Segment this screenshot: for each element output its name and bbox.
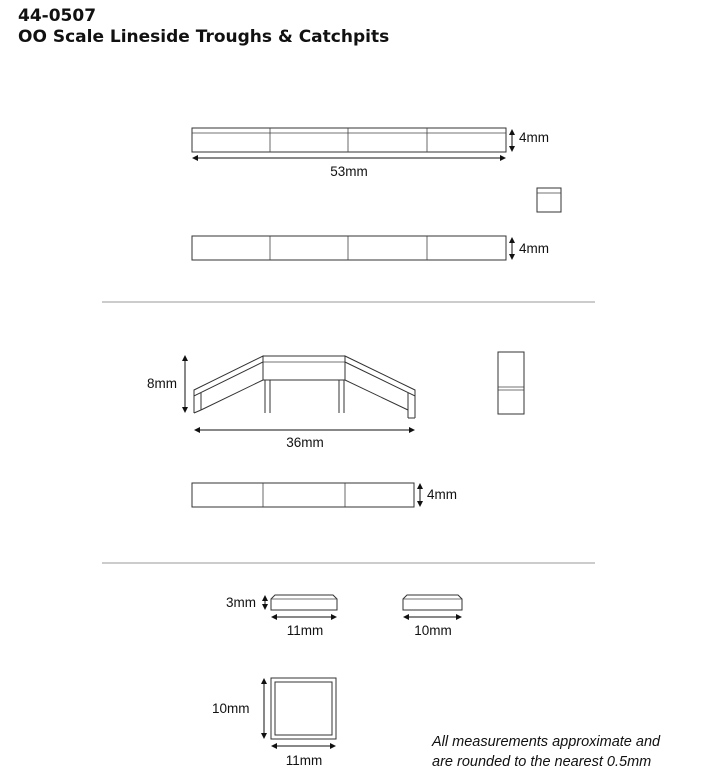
measurement-note bbox=[432, 732, 660, 772]
catchpit-lid-height-label: 3mm bbox=[226, 595, 256, 610]
bridge-length-label: 36mm bbox=[286, 435, 324, 450]
trough-end-view bbox=[537, 188, 561, 212]
catchpit-lid-large-width-label: 11mm bbox=[286, 623, 324, 638]
bridge-plan-height-label: 4mm bbox=[427, 487, 457, 502]
trough-top-height-label: 4mm bbox=[519, 130, 549, 145]
trough-front-height-label: 4mm bbox=[519, 241, 549, 256]
catchpit-height-label: 10mm bbox=[212, 701, 250, 716]
catchpit-lid-large bbox=[271, 595, 337, 610]
bridge-side-view bbox=[194, 356, 415, 418]
bridge-end-view bbox=[498, 352, 524, 414]
page-title: OO Scale Lineside Troughs & Catchpits bbox=[18, 27, 390, 47]
catchpit-lid-small bbox=[403, 595, 462, 610]
product-code: 44-0507 bbox=[18, 6, 97, 26]
bridge-height-label: 8mm bbox=[147, 376, 177, 391]
measurement-note-line-1: All measurements approximate and bbox=[432, 734, 661, 750]
measurement-note-line-2: are rounded to the nearest 0.5mm bbox=[432, 754, 652, 770]
bridge-plan-view bbox=[192, 483, 414, 507]
trough-top-view bbox=[192, 128, 506, 152]
catchpit-plan-view bbox=[271, 678, 336, 739]
trough-front-view bbox=[192, 236, 506, 260]
catchpit-width-label: 11mm bbox=[285, 753, 323, 768]
trough-length-label: 53mm bbox=[330, 164, 368, 179]
catchpit-lid-small-width-label: 10mm bbox=[414, 623, 452, 638]
